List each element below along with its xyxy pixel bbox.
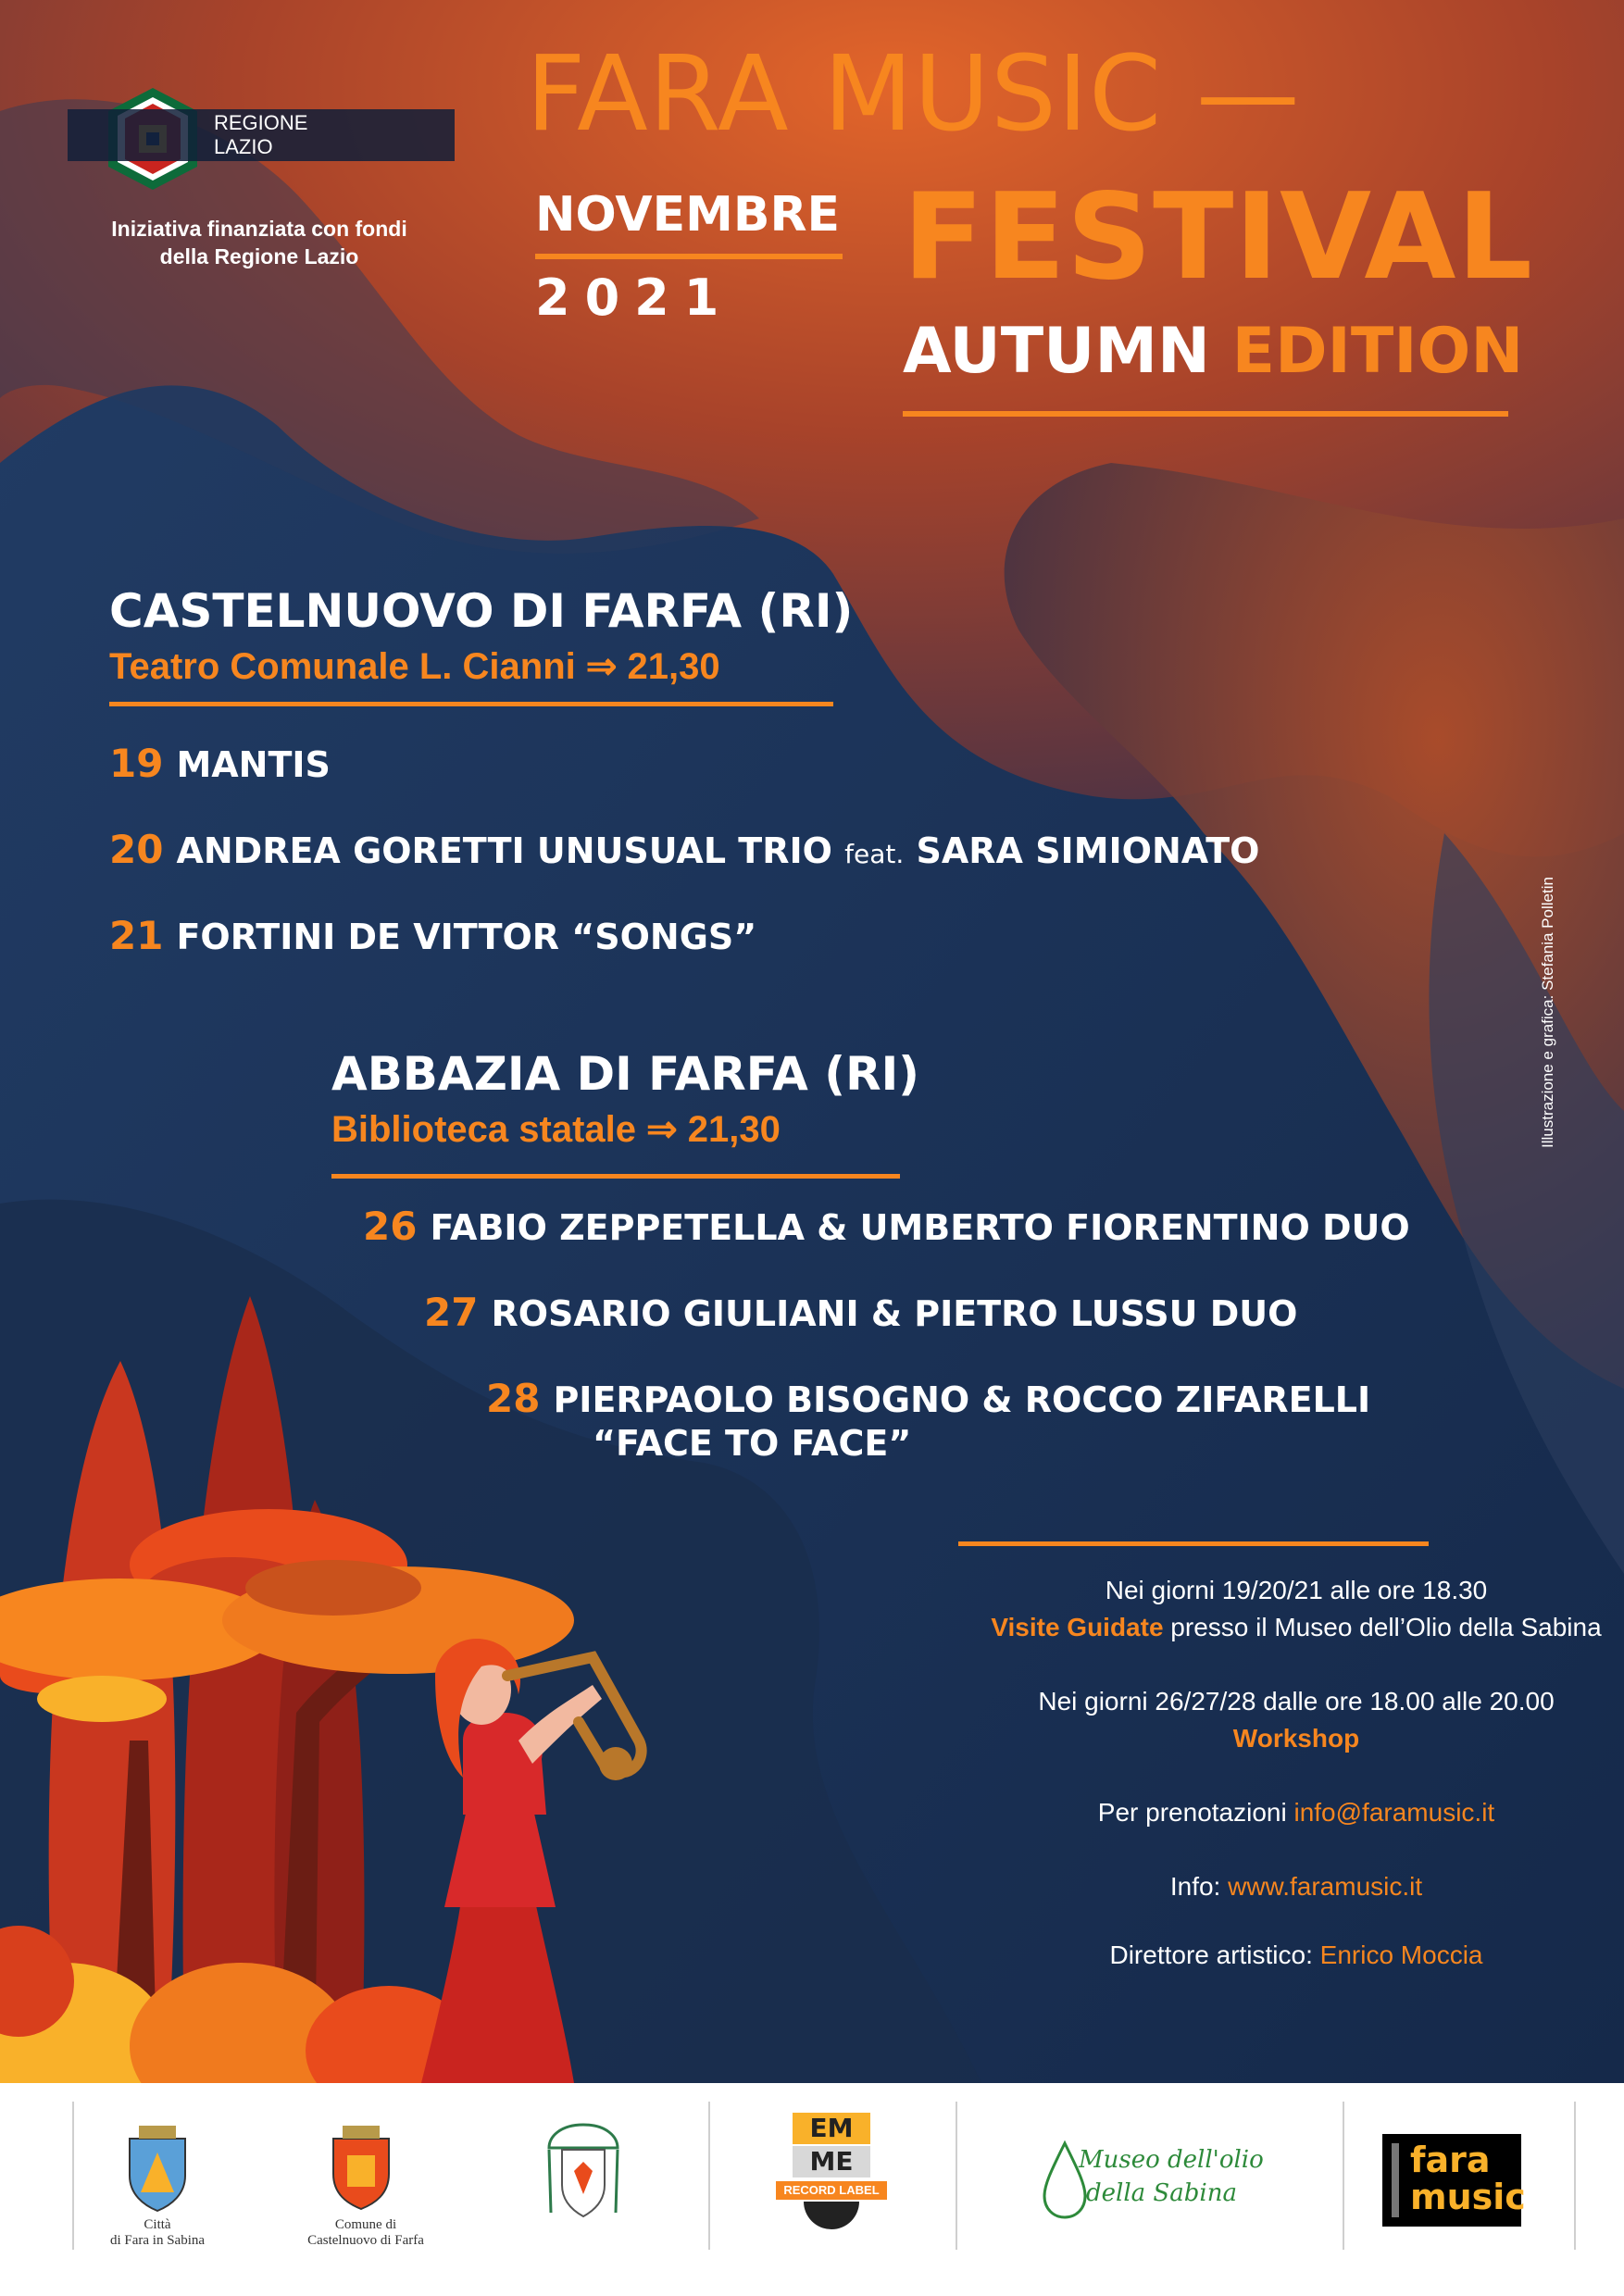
concert-artist: PIERPAOLO BISOGNO & ROCCO ZIFARELLI	[553, 1379, 1371, 1420]
info-tour-detail	[972, 1609, 1620, 1646]
website-link[interactable]: www.faramusic.it	[1228, 1872, 1423, 1901]
emme-record-label-logo	[776, 2113, 887, 2242]
regione-text: REGIONE	[214, 111, 308, 134]
emme-label: RECORD LABEL	[776, 2181, 887, 2200]
fara-in-sabina-crest-icon	[120, 2120, 194, 2213]
footer-separator	[1343, 2102, 1344, 2250]
venue-1-place: Teatro Comunale L. Cianni ⇒ 21,30	[109, 646, 720, 687]
concert-day: 20	[109, 827, 164, 872]
concert-artist: FORTINI DE VITTOR “SONGS”	[176, 917, 757, 957]
venue-1-name: CASTELNUOVO DI FARFA (RI)	[109, 584, 854, 638]
concert-day: 28	[486, 1376, 541, 1421]
footer-separator	[72, 2102, 74, 2250]
festival-title-line-1: FARA MUSIC —	[526, 34, 1301, 155]
tour-label: Visite Guidate	[991, 1613, 1164, 1641]
info-director: Direttore artistico: Enrico Moccia	[1109, 1940, 1483, 1969]
festival-month: NOVEMBRE	[535, 187, 841, 243]
month-underline	[535, 254, 843, 259]
concert-guest: SARA SIMIONATO	[916, 830, 1260, 871]
concert-row	[109, 741, 331, 786]
guitar-neck-icon	[1392, 2143, 1399, 2217]
edition-word: EDITION	[1231, 315, 1524, 388]
fara-in-sabina-caption: Città di Fara in Sabina	[109, 2217, 206, 2248]
concert-row	[486, 1376, 1370, 1421]
regione-lazio-text	[214, 111, 307, 159]
castelnuovo-caption: Comune di Castelnuovo di Farfa	[307, 2217, 424, 2248]
venue-2-divider	[331, 1174, 900, 1179]
regione-lazio-logo	[68, 83, 456, 194]
sponsor-footer	[0, 2083, 1624, 2296]
footer-separator	[708, 2102, 710, 2250]
concert-artist: MANTIS	[176, 744, 331, 785]
castelnuovo-crest-icon	[319, 2118, 403, 2211]
concert-artist: FABIO ZEPPETELLA & UMBERTO FIORENTINO DUO	[430, 1207, 1410, 1248]
info-workshop-line: Nei giorni 26/27/28 dalle ore 18.00 alle 20.00	[1038, 1687, 1555, 1716]
concert-artist: ANDREA GORETTI UNUSUAL TRIO	[176, 830, 832, 871]
info-booking: Per prenotazioni info@faramusic.it	[1097, 1798, 1495, 1827]
venue-2-name: ABBAZIA DI FARFA (RI)	[331, 1047, 920, 1101]
emme-bottom: ME	[793, 2146, 870, 2177]
venue-1-divider	[109, 702, 833, 706]
concert-artist-subtitle: “FACE TO FACE”	[593, 1423, 912, 1464]
vinyl-icon	[804, 2202, 859, 2229]
venue-2-place: Biblioteca statale ⇒ 21,30	[331, 1109, 781, 1150]
festival-year: 2021	[535, 268, 734, 327]
concert-day: 27	[424, 1290, 479, 1335]
museo-olio-logo: Museo dell'olio della Sabina	[1079, 2146, 1264, 2207]
lazio-text: LAZIO	[214, 135, 273, 158]
emme-top: EM	[793, 2113, 870, 2144]
concert-feat: feat.	[844, 839, 905, 869]
footer-separator	[956, 2102, 957, 2250]
festival-edition	[903, 317, 1523, 387]
booking-email-link[interactable]: info@faramusic.it	[1293, 1798, 1495, 1827]
info-website: Info: www.faramusic.it	[1169, 1872, 1423, 1901]
fara-music-logo: fara music	[1382, 2134, 1521, 2227]
info-divider	[958, 1541, 1429, 1546]
concert-row	[109, 913, 756, 958]
tour-detail: presso il Museo dell’Olio della Sabina	[1163, 1613, 1602, 1641]
concert-row	[109, 827, 1259, 872]
concert-artist: ROSARIO GIULIANI & PIETRO LUSSU DUO	[491, 1293, 1298, 1334]
director-name: Enrico Moccia	[1319, 1940, 1483, 1969]
footer-separator	[1574, 2102, 1576, 2250]
festival-title-line-2: FESTIVAL	[903, 168, 1533, 306]
concert-day: 19	[109, 741, 164, 786]
info-tour-line: Nei giorni 19/20/21 alle ore 18.30	[1105, 1576, 1488, 1604]
concert-day: 21	[109, 913, 164, 958]
edition-underline	[903, 411, 1508, 417]
abbey-crest-icon	[542, 2120, 625, 2227]
info-workshop-label: Workshop	[1232, 1724, 1360, 1753]
illustration-credit: Illustrazione e grafica: Stefania Polletin	[1539, 877, 1556, 1148]
concert-row	[363, 1204, 1410, 1249]
edition-autumn: AUTUMN	[903, 315, 1210, 388]
concert-row	[424, 1290, 1297, 1335]
concert-day: 26	[363, 1204, 418, 1249]
sponsor-note: Iniziativa finanziata con fondi della Regione Lazio	[111, 217, 407, 268]
